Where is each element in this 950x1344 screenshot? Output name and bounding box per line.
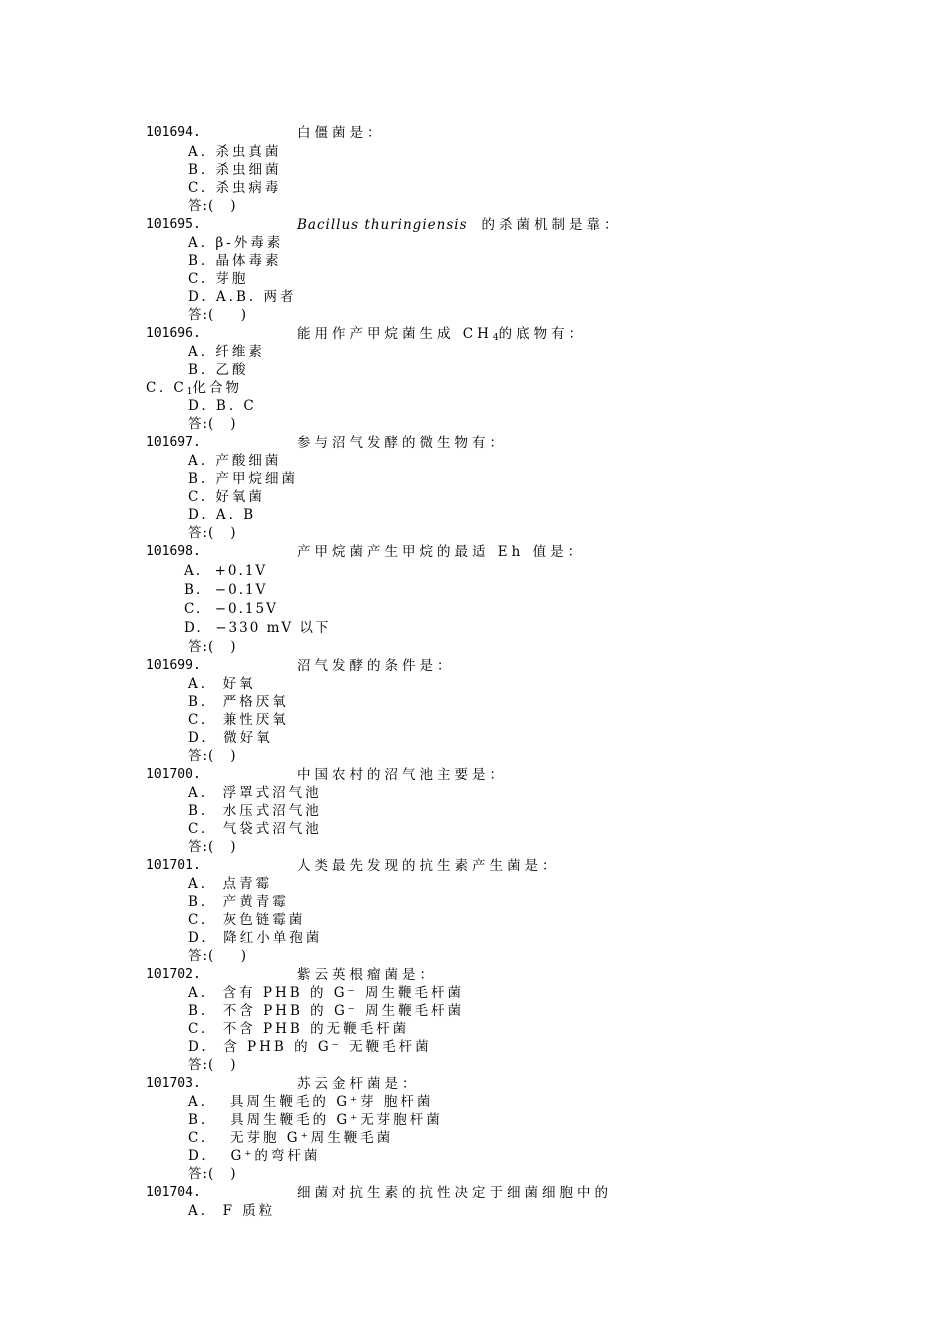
question-number: 101702. [146, 967, 201, 982]
option-d: D. G⁺的弯杆菌 [188, 1148, 321, 1164]
answer-blank: 答:( ) [188, 1166, 237, 1182]
answer-blank: 答:( ) [188, 1057, 237, 1073]
species-name: Bacillus thuringiensis [297, 217, 468, 233]
question-stem [297, 216, 622, 234]
answer-blank: 答:( ) [188, 639, 237, 655]
option-a: A. 好氧 [188, 676, 256, 692]
option-b: B. 晶体毒素 [188, 253, 282, 269]
question-number: 101696. [146, 326, 201, 341]
question-stem [297, 325, 586, 343]
question-number: 101703. [146, 1076, 201, 1091]
option-a: A. 产酸细菌 [188, 453, 282, 469]
option-c: C. 好氧菌 [188, 489, 265, 505]
question-number: 101695. [146, 217, 201, 232]
option-c: C. 不含 PHB 的无鞭毛杆菌 [188, 1021, 410, 1037]
answer-blank: 答:( ) [188, 525, 237, 541]
option-b: B. 杀虫细菌 [188, 162, 282, 178]
answer-blank: 答:( ) [188, 948, 248, 964]
question-number: 101704. [146, 1185, 201, 1200]
option-a: A. 含有 PHB 的 G⁻ 周生鞭毛杆菌 [188, 985, 464, 1001]
option-a: A. F 质粒 [188, 1203, 276, 1219]
option-d: D. 降红小单孢菌 [188, 930, 323, 946]
option-c: C. 兼性厌氧 [188, 712, 289, 728]
option-c: C. 灰色链霉菌 [188, 912, 306, 928]
answer-blank: 答:( ) [188, 748, 237, 764]
question-stem: 人类最先发现的抗生素产生菌是： [297, 858, 560, 874]
option-a: A. 纤维素 [188, 344, 265, 360]
option-c: C. 气袋式沼气池 [188, 821, 322, 837]
answer-blank: 答:( ) [188, 416, 237, 432]
question-stem: 沼气发酵的条件是： [297, 658, 455, 674]
option-a: A. 杀虫真菌 [188, 144, 282, 160]
subscript: 4 [492, 333, 499, 343]
question-stem: 细菌对抗生素的抗性决定于细菌细胞中的 [297, 1185, 612, 1201]
question-stem: 紫云英根瘤菌是： [297, 967, 437, 983]
option-c: C. 杀虫病毒 [188, 180, 282, 196]
option-a: A. 具周生鞭毛的 G⁺芽 胞杆菌 [188, 1094, 434, 1110]
option-b: B. 严格厌氧 [188, 694, 289, 710]
option-c-part: C. C [146, 380, 187, 396]
option-d: D. 含 PHB 的 G⁻ 无鞭毛杆菌 [188, 1039, 432, 1055]
option-b: B. 水压式沼气池 [188, 803, 322, 819]
question-stem: 苏云金杆菌是： [297, 1076, 420, 1092]
option-c: C. 芽胞 [188, 271, 249, 287]
option-b: B. 乙酸 [188, 362, 249, 378]
stem-part: 的底物有： [498, 326, 587, 342]
question-stem-text: 的杀菌机制是靠： [481, 217, 622, 233]
question-stem: 产甲烷菌产生甲烷的最适 Eh 值是： [297, 544, 586, 560]
option-d: D. A.B. 两者 [188, 289, 297, 305]
question-stem: 参与沼气发酵的微生物有： [297, 435, 507, 451]
question-stem: 白僵菌是： [297, 125, 385, 141]
option-b: B. 具周生鞭毛的 G⁺无芽胞杆菌 [188, 1112, 443, 1128]
option-b: B. 产黄青霉 [188, 894, 289, 910]
answer-blank: 答:( ) [188, 198, 237, 214]
option-d: D. A. B [188, 507, 257, 523]
option-b: B. −0.1V [184, 582, 268, 598]
answer-blank: 答:( ) [188, 307, 248, 323]
option-d: D. −330 mV 以下 [184, 620, 331, 636]
option-a: A. 浮罩式沼气池 [188, 785, 322, 801]
question-stem: 中国农村的沼气池主要是： [297, 767, 507, 783]
option-c: C. −0.15V [184, 601, 278, 617]
option-d: D. 微好氧 [188, 730, 273, 746]
option-a: A. 点青霉 [188, 876, 273, 892]
answer-blank: 答:( ) [188, 839, 237, 855]
question-number: 101698. [146, 544, 201, 559]
option-c: C. 无芽胞 G⁺周生鞭毛菌 [188, 1130, 394, 1146]
option-a: A. β-外毒素 [188, 235, 284, 251]
question-number: 101697. [146, 435, 201, 450]
option-a: A. +0.1V [184, 563, 268, 579]
option-c [146, 379, 242, 397]
question-number: 101700. [146, 767, 201, 782]
stem-part: 能用作产甲烷菌生成 CH [297, 326, 493, 342]
question-number: 101699. [146, 658, 201, 673]
question-number: 101694. [146, 125, 201, 140]
option-b: B. 产甲烷细菌 [188, 471, 299, 487]
option-d: D. B. C [188, 398, 257, 414]
subscript: 1 [186, 387, 193, 397]
option-b: B. 不含 PHB 的 G⁻ 周生鞭毛杆菌 [188, 1003, 465, 1019]
option-c-part: 化合物 [192, 380, 242, 396]
question-number: 101701. [146, 858, 201, 873]
